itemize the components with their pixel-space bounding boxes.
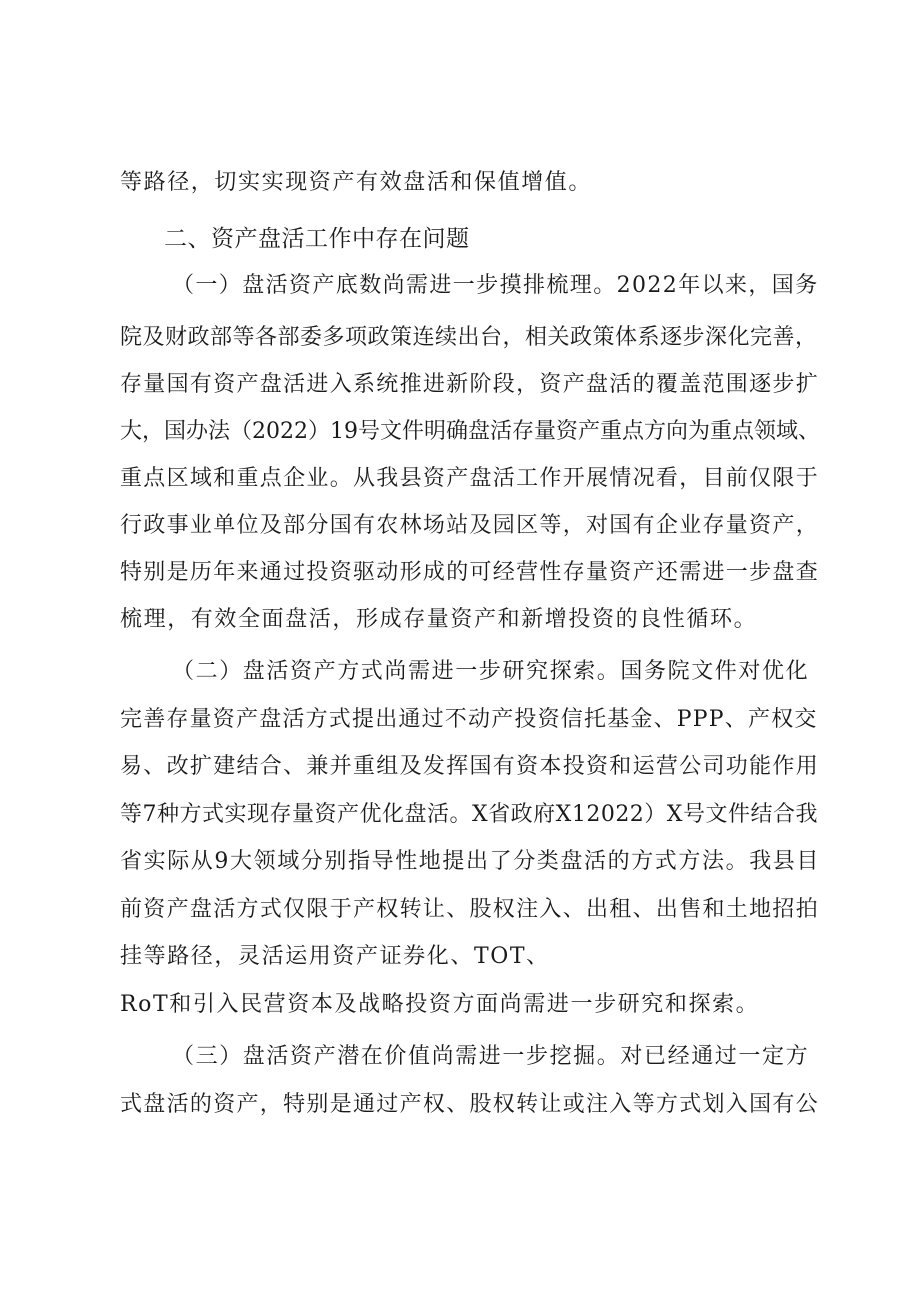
paragraph-line: （三）盘活资产潜在价值尚需进一步挖掘。对已经通过一定方 <box>172 1044 810 1069</box>
paragraph-line: 院及财政部等各部委多项政策连续出台，相关政策体系逐步深化完善， <box>120 325 818 350</box>
paragraph-line: （二）盘活资产方式尚需进一步研究探索。国务院文件对优化 <box>172 659 810 684</box>
paragraph-line: 等7种方式实现存量资产优化盘活。X省政府X12022）X号文件结合我 <box>120 802 818 827</box>
paragraph-line: 式盘活的资产，特别是通过产权、股权转让或注入等方式划入国有公 <box>120 1092 820 1117</box>
paragraph-line: 等路径，切实实现资产有效盘活和保值增值。 <box>120 170 593 195</box>
paragraph-line: 完善存量资产盘活方式提出通过不动产投资信托基金、PPP、产权交 <box>120 707 818 732</box>
paragraph-line: （一）盘活资产底数尚需进一步摸排梳理。2022年以来，国务 <box>172 273 819 298</box>
paragraph-line: 省实际从9大领域分别指导性地提出了分类盘活的方式方法。我县目 <box>120 849 820 874</box>
paragraph-line: 大，国办法（2022）19号文件明确盘活存量资产重点方向为重点领域、 <box>120 419 820 444</box>
paragraph-line: 挂等路径，灵活运用资产证券化、TOT、 <box>120 944 550 969</box>
paragraph-line: 重点区域和重点企业。从我县资产盘活工作开展情况看，目前仅限于 <box>120 466 820 491</box>
paragraph-line: 前资产盘活方式仅限于产权转让、股权注入、出租、出售和土地招拍 <box>120 897 820 922</box>
paragraph-line: 存量国有资产盘活进入系统推进新阶段，资产盘活的覆盖范围逐步扩 <box>120 372 820 397</box>
paragraph-line: 易、改扩建结合、兼并重组及发挥国有资本投资和运营公司功能作用 <box>120 754 820 779</box>
paragraph-line: RoT和引入民营资本及战略投资方面尚需进一步研究和探索。 <box>120 992 760 1017</box>
paragraph-line: 梳理，有效全面盘活，形成存量资产和新增投资的良性循环。 <box>120 607 758 632</box>
section-heading: 二、资产盘活工作中存在问题 <box>164 226 470 252</box>
paragraph-line: 特别是历年来通过投资驱动形成的可经营性存量资产还需进一步盘查 <box>120 560 820 585</box>
paragraph-line: 行政事业单位及部分国有农林场站及园区等，对国有企业存量资产， <box>120 513 820 538</box>
